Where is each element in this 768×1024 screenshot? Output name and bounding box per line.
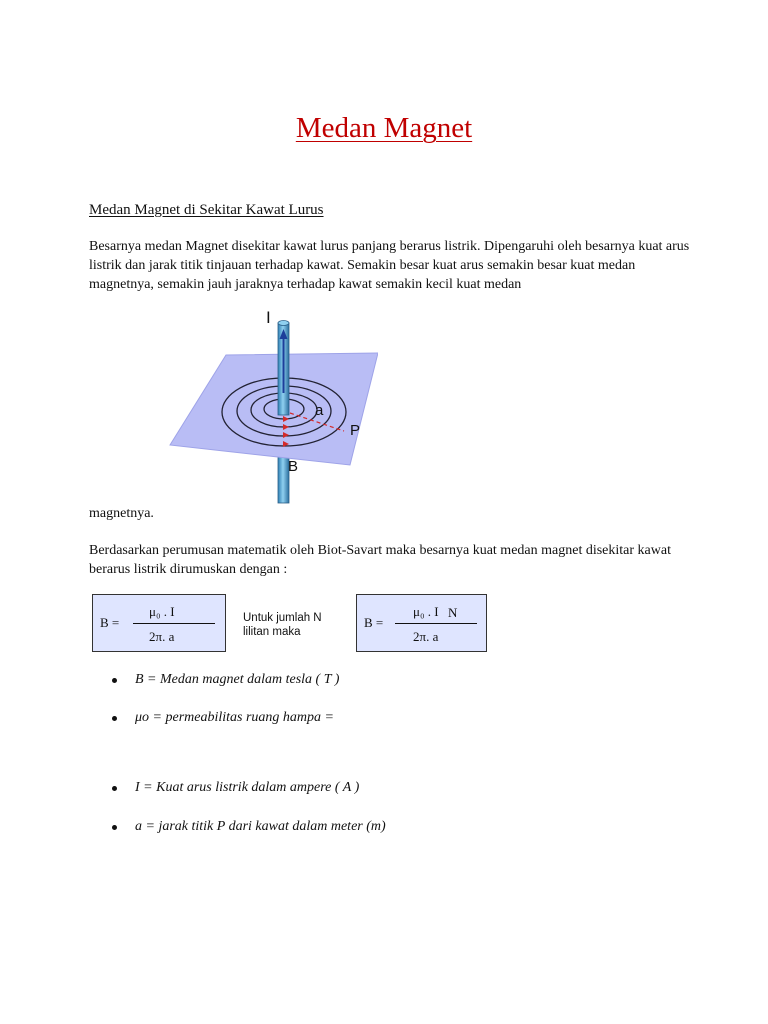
formula-note bbox=[243, 611, 322, 639]
fraction-bar bbox=[133, 623, 215, 624]
bullet-dot bbox=[112, 825, 117, 830]
section-heading: Medan Magnet di Sekitar Kawat Lurus bbox=[89, 202, 324, 218]
paragraph-intro: Besarnya medan Magnet disekitar kawat lurus panjang berarus listrik. Dipengaruhi oleh besarnya kuat arus listrik dan jarak titik tinjauan terhadap kawat. Semakin besar kuat arus semakin besar kuat medan magnetnya, semakin jauh jaraknya terhadap kawat semakin kecil kuat medan bbox=[89, 239, 690, 292]
label-distance: a bbox=[315, 402, 324, 419]
bullet-dot bbox=[112, 678, 117, 683]
definition-text: I = Kuat arus listrik dalam ampere ( A ) bbox=[135, 780, 360, 795]
plane bbox=[170, 353, 378, 465]
formula2-denominator: 2π. a bbox=[413, 629, 439, 644]
formula2-n: N bbox=[448, 605, 458, 620]
formula-box-coil bbox=[356, 594, 487, 652]
magnetic-field-diagram bbox=[168, 305, 378, 505]
formula1-denominator: 2π. a bbox=[149, 629, 175, 644]
definition-text: B = Medan magnet dalam tesla ( T ) bbox=[135, 672, 340, 687]
formula2-lhs: B = bbox=[364, 615, 384, 630]
formula-note-line2: lilitan maka bbox=[243, 626, 301, 638]
formula2-numerator: μ₀ . I bbox=[413, 604, 439, 619]
definition-text: μo = permeabilitas ruang hampa = bbox=[135, 710, 334, 725]
label-field: B bbox=[288, 458, 299, 475]
label-current: I bbox=[266, 308, 271, 327]
formula-note-line1: Untuk jumlah N bbox=[243, 612, 322, 624]
bullet-dot bbox=[112, 716, 117, 721]
fraction-bar bbox=[395, 623, 477, 624]
formula1-numerator: μ₀ . I bbox=[149, 604, 175, 619]
paragraph-intro-end: magnetnya. bbox=[89, 506, 154, 521]
paragraph-biot-savart: Berdasarkan perumusan matematik oleh Biot-Savart maka besarnya kuat medan magnet disekitar kawat berarus listrik dirumuskan dengan : bbox=[89, 543, 671, 577]
page-title: Medan Magnet bbox=[295, 112, 473, 144]
formula1-lhs: B = bbox=[100, 615, 120, 630]
formula-box-single bbox=[92, 594, 226, 652]
label-point: P bbox=[350, 422, 361, 439]
bullet-dot bbox=[112, 786, 117, 791]
definition-text: a = jarak titik P dari kawat dalam meter (m) bbox=[135, 819, 386, 834]
